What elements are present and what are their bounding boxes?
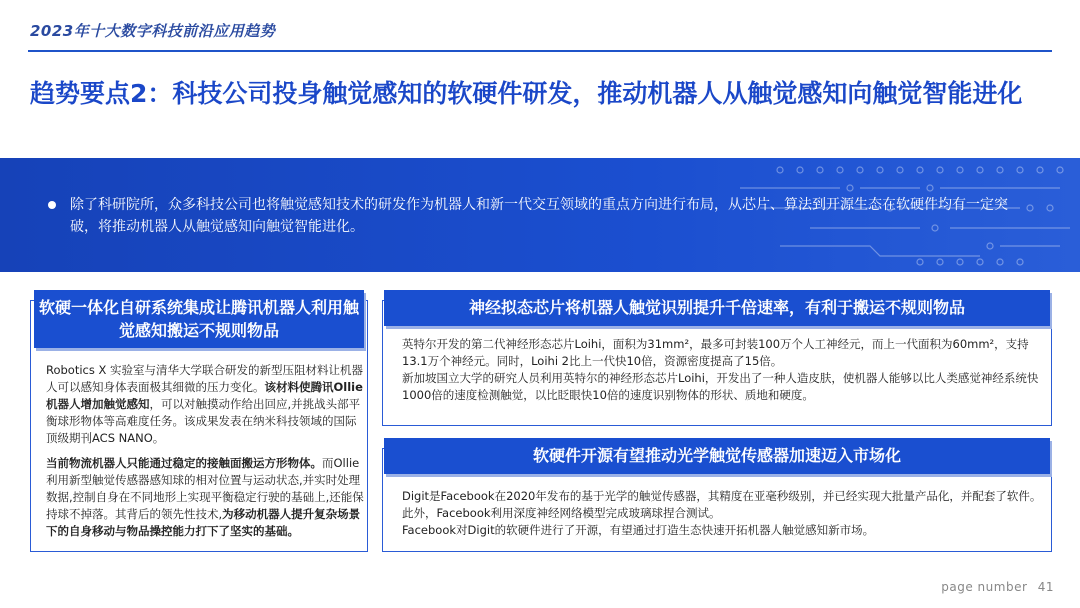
tencent-paragraph-1 xyxy=(46,362,366,447)
open-source-paragraph-3: Facebook对Digit的软硬件进行了开源，有望通过打造生态快速开拓机器人触觉感知新市场。 xyxy=(402,523,875,537)
tencent-p2-text: 而Ollie利用新型触觉传感器感知球的相对位置与运动状态,并实时处理数据,控制自身在不同地形上实现平衡稳定行驶的基础上,还能保持球不掉落。其背后的领先性技术, xyxy=(46,456,364,521)
tencent-p1-text: Robotics X 实验室与清华大学联合研发的新型压阻材料让机器人可以感知身体表面极其细微的压力变化。 xyxy=(46,363,364,394)
neuromorphic-paragraph-1: 英特尔开发的第二代神经形态芯片Loihi，面积为31mm²，最多可封装100万个人工神经元，而上一代面积为60mm²，支持13.1万个神经元。同时，Loihi 2比上一代快10倍，资源密度提高了15倍。 xyxy=(402,337,1029,368)
page-number-value: 41 xyxy=(1037,580,1054,594)
report-header-title: 2023年十大数字科技前沿应用趋势 xyxy=(30,22,276,40)
tencent-p1-highlight: 该材料使腾讯Ollie机器人增加触觉感知 xyxy=(46,380,363,411)
tencent-paragraph-2 xyxy=(46,455,366,540)
open-source-paragraph-1: Digit是Facebook在2020年发布的基于光学的触觉传感器，其精度在亚毫秒级别，并已经实现大批量产品化，并配套了软件。 xyxy=(402,489,1042,503)
tencent-card-title: 软硬一体化自研系统集成让腾讯机器人利用触觉感知搬运不规则物品 xyxy=(34,290,364,348)
page-number-label: page number xyxy=(941,580,1028,594)
tencent-p2-highlight-2: 为移动机器人提升复杂场景下的自身移动与物品操控能力打下了坚实的基础。 xyxy=(46,507,361,538)
banner-text: 除了科研院所，众多科技公司也将触觉感知技术的研发作为机器人和新一代交互领域的重点方向进行布局，从芯片、算法到开源生态在软硬件均有一定突破，将推动机器人从触觉感知向触觉智能进化。 xyxy=(70,197,1008,235)
tencent-p2-highlight: 当前物流机器人只能通过稳定的接触面搬运方形物体。 xyxy=(46,456,322,470)
neuromorphic-card-title: 神经拟态芯片将机器人触觉识别提升千倍速率，有利于搬运不规则物品 xyxy=(384,290,1050,326)
tencent-p1-text-2: ，可以对触摸动作给出回应,并挑战头部平衡球形物体等高难度任务。该成果发表在纳米科技领域的国际顶级期刊ACS NANO。 xyxy=(46,397,361,445)
page-number xyxy=(941,580,1054,594)
bullet-icon xyxy=(48,201,56,209)
neuromorphic-paragraph-2: 新加坡国立大学的研究人员利用英特尔的神经形态芯片Loihi，开发出了一种人造皮肤，使机器人能够以比人类感觉神经系统快1000倍的速度检测触觉，以比眨眼快10倍的速度识别物体的形状、质地和硬度。 xyxy=(402,371,1039,402)
summary-banner xyxy=(0,158,1080,272)
tencent-card-body xyxy=(46,362,366,540)
header-divider xyxy=(28,50,1052,52)
neuromorphic-card-body xyxy=(402,336,1042,404)
open-source-card-title: 软硬件开源有望推动光学触觉传感器加速迈入市场化 xyxy=(384,438,1050,474)
open-source-paragraph-2: 此外，Facebook利用深度神经网络模型完成玻璃球捏合测试。 xyxy=(402,506,721,520)
open-source-card-body xyxy=(402,488,1042,539)
page-title: 趋势要点2：科技公司投身触觉感知的软硬件研发，推动机器人从触觉感知向触觉智能进化 xyxy=(30,79,1023,108)
